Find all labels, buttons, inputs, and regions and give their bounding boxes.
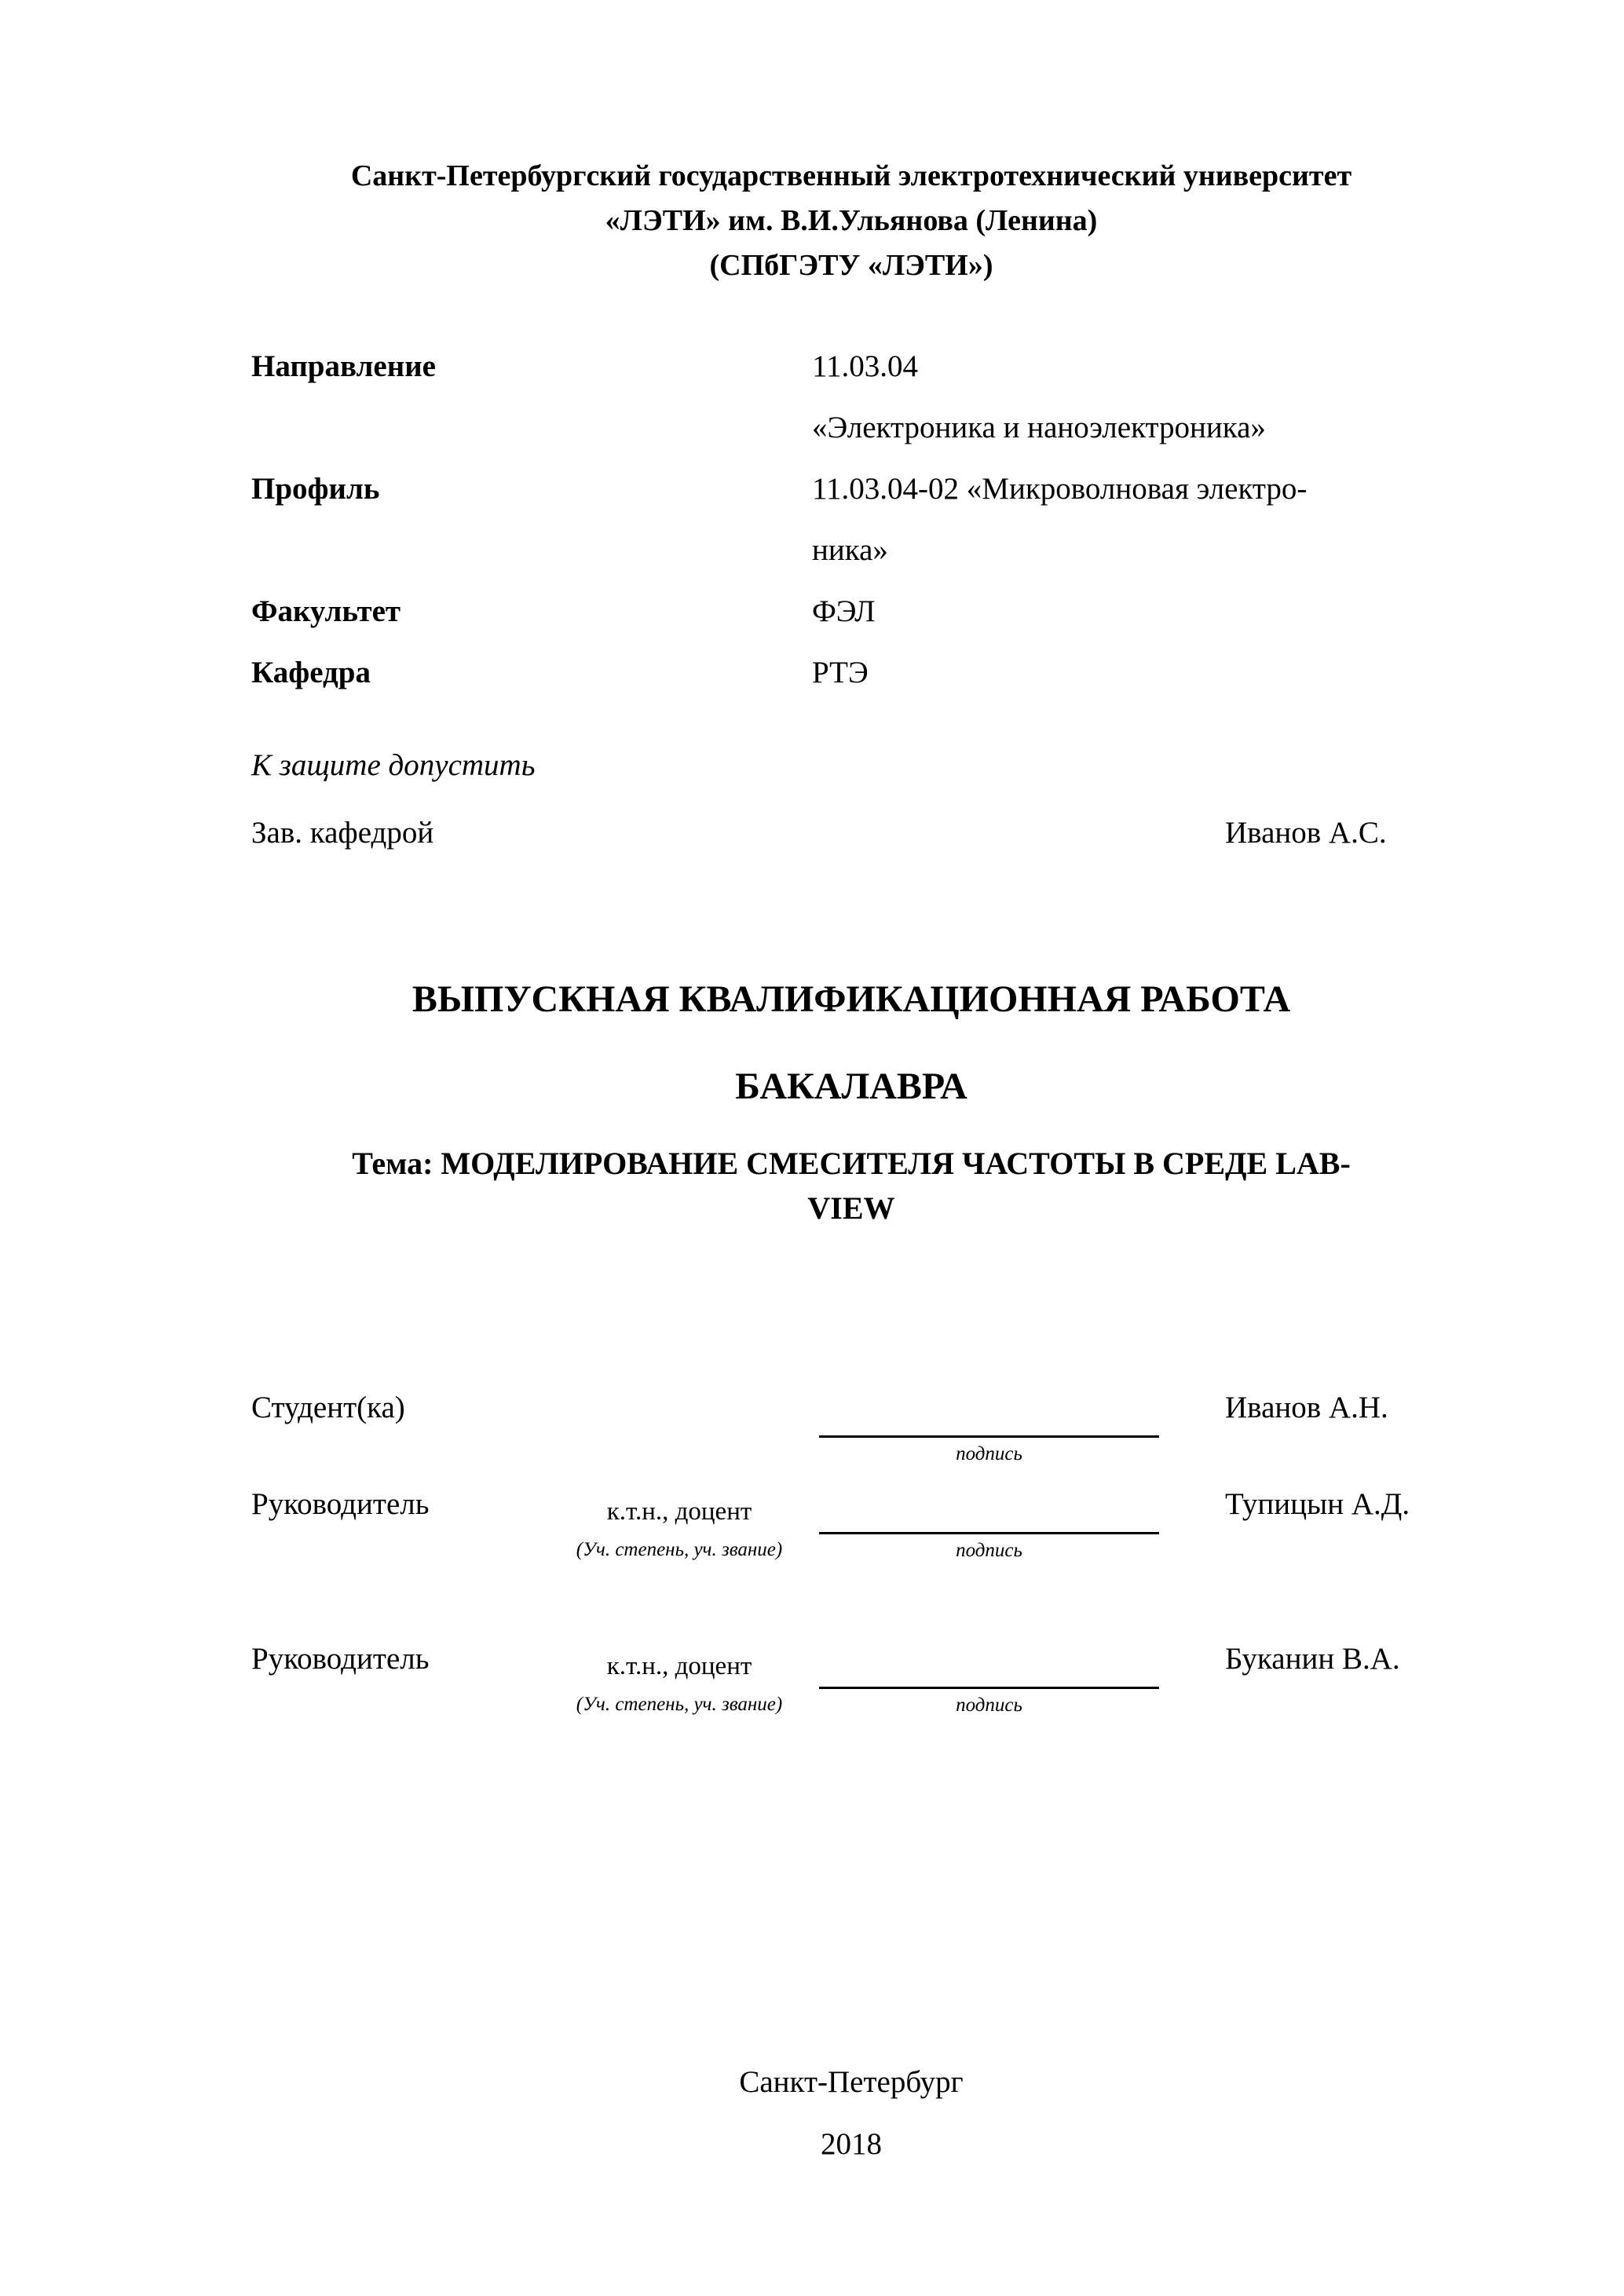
advisor1-signature-line: [819, 1532, 1159, 1534]
advisor2-role-label: Руководитель: [251, 1642, 430, 1676]
thesis-topic-line2: VIEW: [807, 1190, 895, 1226]
thesis-title-line1: ВЫПУСКНАЯ КВАЛИФИКАЦИОННАЯ РАБОТА: [411, 978, 1291, 1020]
footer-city: Санкт-Петербург: [739, 2065, 964, 2099]
field-row-department: [251, 642, 1451, 704]
advisor2-degree: к.т.н., доцент: [606, 1652, 752, 1680]
profile-value-line2: ника»: [812, 533, 888, 567]
field-row-direction-name: [251, 397, 1451, 459]
department-head-name: Иванов А.С.: [1225, 816, 1387, 850]
advisor1-name: Тупицын А.Д.: [1225, 1487, 1410, 1521]
field-row-direction: [251, 336, 1451, 397]
profile-label: Профиль: [251, 472, 380, 506]
department-head-row: [251, 815, 1451, 850]
university-header: [251, 154, 1451, 288]
profile-label-empty: [251, 520, 812, 581]
advisor2-degree-note: (Уч. степень, уч. звание): [576, 1694, 783, 1715]
advisor1-role-label: Руководитель: [251, 1487, 430, 1521]
department-head-label: Зав. кафедрой: [251, 816, 434, 850]
field-row-profile-cont: [251, 520, 1451, 581]
advisor1-signature-caption: подпись: [956, 1540, 1022, 1561]
thesis-title-block: [251, 978, 1451, 1230]
advisor2-degree-block: [542, 1652, 817, 1716]
program-fields: [251, 336, 1451, 704]
department-value: РТЭ: [812, 656, 869, 689]
student-name: Иванов А.Н.: [1225, 1391, 1388, 1424]
field-row-faculty: [251, 581, 1451, 642]
direction-label: Направление: [251, 349, 436, 383]
university-named-after: «ЛЭТИ» им. В.И.Ульянова (Ленина): [605, 204, 1098, 237]
student-signature-line: [819, 1435, 1159, 1438]
direction-label-empty: [251, 397, 812, 459]
signature-row-advisor-1: [251, 1486, 1451, 1592]
advisor1-degree-note: (Уч. степень, уч. звание): [576, 1539, 783, 1560]
thesis-topic-line1: Тема: МОДЕЛИРОВАНИЕ СМЕСИТЕЛЯ ЧАСТОТЫ В СРЕДЕ LAB-: [352, 1146, 1351, 1181]
student-signature-caption: подпись: [956, 1443, 1022, 1464]
direction-code: 11.03.04: [812, 349, 919, 383]
footer-block: [251, 2051, 1451, 2175]
field-row-profile: [251, 459, 1451, 520]
direction-name: «Электроника и наноэлектроника»: [812, 411, 1266, 444]
department-label: Кафедра: [251, 656, 371, 689]
student-role-label: Студент(ка): [251, 1391, 405, 1424]
signature-row-student: [251, 1390, 1451, 1496]
faculty-label: Факультет: [251, 594, 401, 628]
advisor1-degree: к.т.н., доцент: [606, 1497, 752, 1526]
advisor1-degree-block: [542, 1497, 817, 1561]
advisor2-signature-caption: подпись: [956, 1695, 1022, 1716]
admit-to-defense-line: К защите допустить: [251, 748, 536, 782]
signature-row-advisor-2: [251, 1641, 1451, 1747]
university-abbreviation: (СПбГЭТУ «ЛЭТИ»): [709, 249, 993, 282]
advisor2-signature-line: [819, 1687, 1159, 1689]
advisor2-name: Буканин В.А.: [1225, 1642, 1400, 1676]
university-name: Санкт-Петербургский государственный электротехнический университет: [350, 159, 1352, 192]
thesis-title-line2: БАКАЛАВРА: [735, 1066, 967, 1107]
footer-year: 2018: [821, 2127, 882, 2161]
faculty-value: ФЭЛ: [812, 594, 876, 628]
profile-value-line1: 11.03.04-02 «Микроволновая электро-: [812, 472, 1308, 506]
